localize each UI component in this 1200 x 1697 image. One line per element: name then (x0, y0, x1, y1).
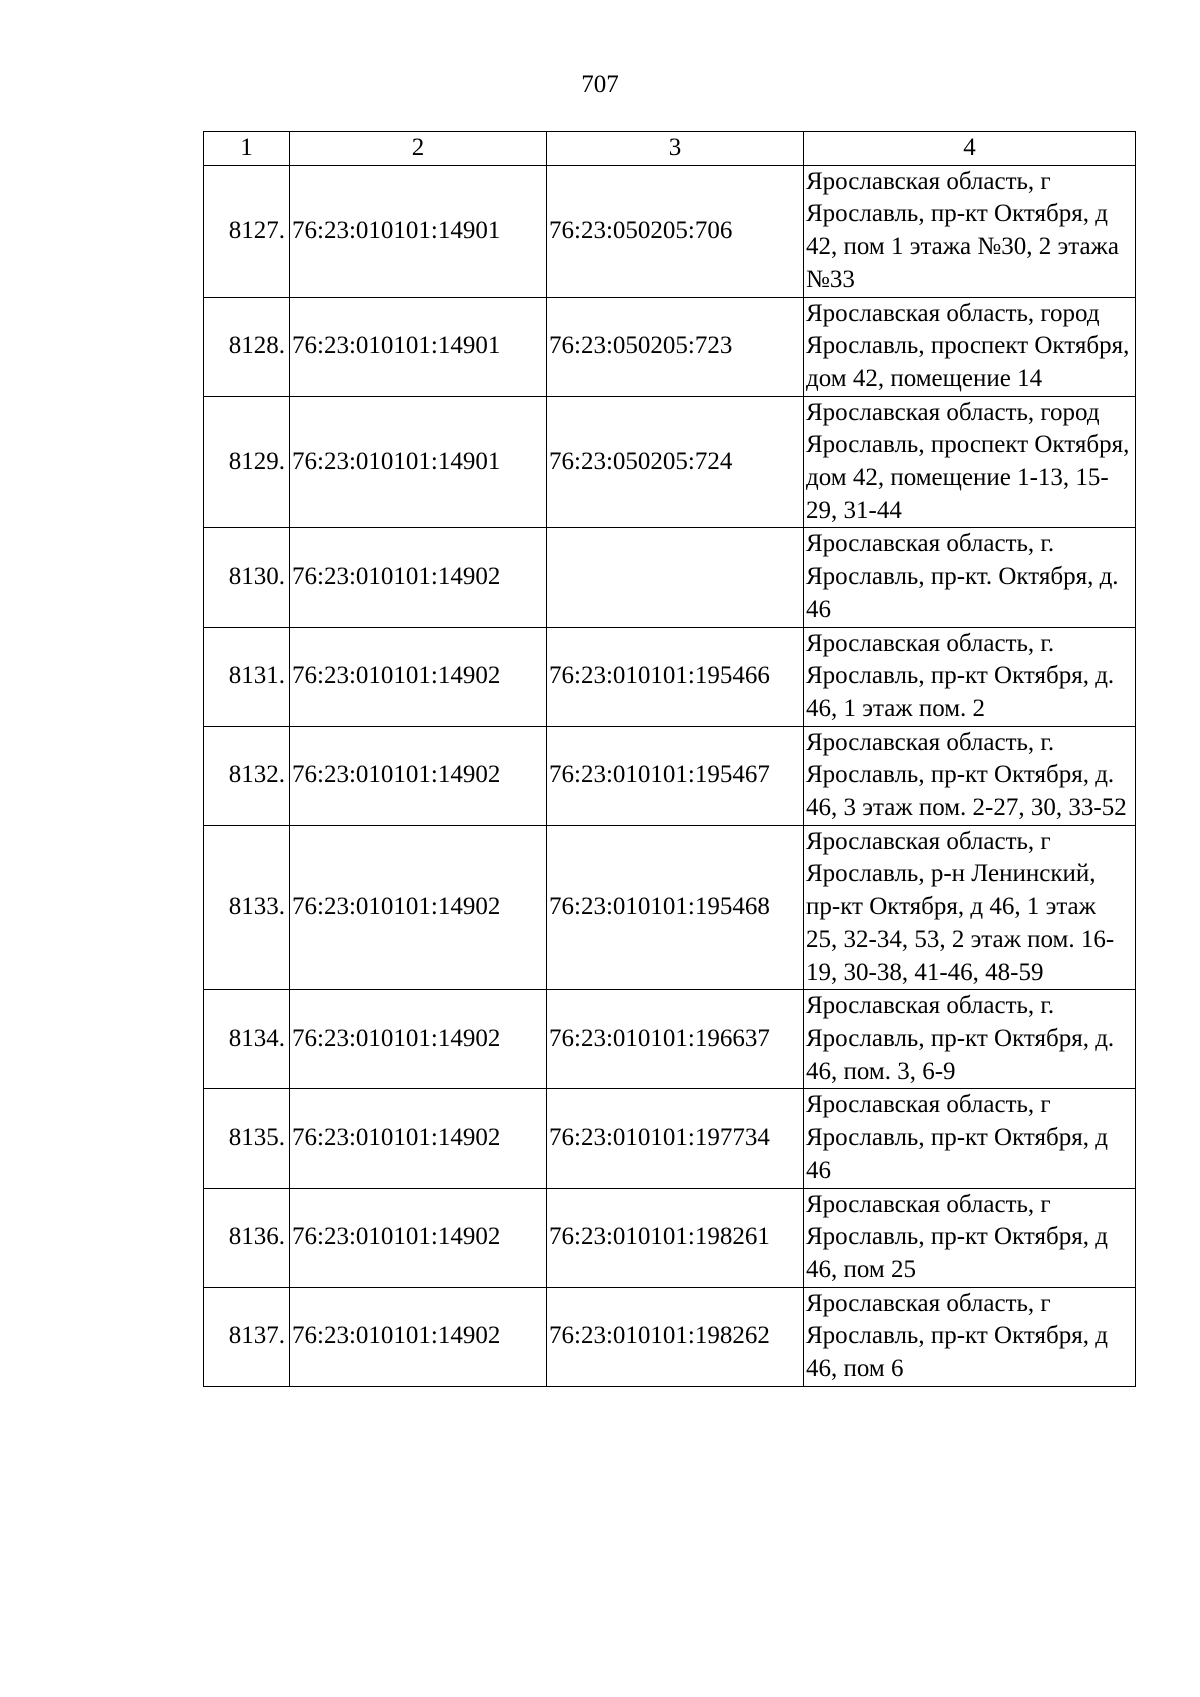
cadastral-number-premises (547, 528, 804, 627)
row-number: 8133. (204, 825, 290, 990)
cadastral-number-premises: 76:23:050205:724 (547, 396, 804, 528)
registry-table (203, 131, 1136, 1387)
table-row (204, 165, 1136, 297)
column-header: 4 (804, 132, 1136, 166)
row-number: 8135. (204, 1089, 290, 1188)
table-header-row (204, 132, 1136, 166)
column-header: 3 (547, 132, 804, 166)
cadastral-number-premises: 76:23:010101:197734 (547, 1089, 804, 1188)
row-number: 8127. (204, 165, 290, 297)
cadastral-number-building: 76:23:010101:14901 (290, 396, 547, 528)
table-row (204, 990, 1136, 1089)
cadastral-number-building: 76:23:010101:14902 (290, 1188, 547, 1287)
table-row (204, 726, 1136, 825)
address: Ярославская область, г. Ярославль, пр-кт Октября, д. 46, 3 этаж пом. 2-27, 30, 33-52 (804, 726, 1136, 825)
address: Ярославская область, г Ярославль, пр-кт Октября, д 46, пом 6 (804, 1287, 1136, 1386)
cadastral-number-premises: 76:23:010101:195468 (547, 825, 804, 990)
cadastral-number-building: 76:23:010101:14901 (290, 165, 547, 297)
row-number: 8128. (204, 297, 290, 396)
cadastral-number-building: 76:23:010101:14902 (290, 825, 547, 990)
table-row (204, 396, 1136, 528)
address: Ярославская область, г. Ярославль, пр-кт Октября, д. 46, 1 этаж пом. 2 (804, 627, 1136, 726)
cadastral-number-premises: 76:23:050205:706 (547, 165, 804, 297)
table-row (204, 627, 1136, 726)
row-number: 8137. (204, 1287, 290, 1386)
cadastral-number-building: 76:23:010101:14902 (290, 1287, 547, 1386)
cadastral-number-premises: 76:23:010101:195466 (547, 627, 804, 726)
cadastral-number-building: 76:23:010101:14901 (290, 297, 547, 396)
address: Ярославская область, г. Ярославль, пр-кт. Октября, д. 46 (804, 528, 1136, 627)
table-row (204, 1287, 1136, 1386)
address: Ярославская область, город Ярославль, проспект Октября, дом 42, помещение 1-13, 15-29, 31-44 (804, 396, 1136, 528)
address: Ярославская область, г Ярославль, р-н Ленинский, пр-кт Октября, д 46, 1 этаж 25, 32-34, 53, 2 этаж пом. 16-19, 30-38, 41-46, 48-59 (804, 825, 1136, 990)
cadastral-number-premises: 76:23:010101:195467 (547, 726, 804, 825)
column-header: 2 (290, 132, 547, 166)
address: Ярославская область, г Ярославль, пр-кт Октября, д 46, пом 25 (804, 1188, 1136, 1287)
cadastral-number-building: 76:23:010101:14902 (290, 528, 547, 627)
row-number: 8129. (204, 396, 290, 528)
cadastral-number-premises: 76:23:010101:198262 (547, 1287, 804, 1386)
row-number: 8132. (204, 726, 290, 825)
cadastral-number-building: 76:23:010101:14902 (290, 726, 547, 825)
address: Ярославская область, город Ярославль, проспект Октября, дом 42, помещение 14 (804, 297, 1136, 396)
cadastral-number-premises: 76:23:010101:196637 (547, 990, 804, 1089)
table-row (204, 297, 1136, 396)
cadastral-number-building: 76:23:010101:14902 (290, 990, 547, 1089)
column-header: 1 (204, 132, 290, 166)
cadastral-number-building: 76:23:010101:14902 (290, 1089, 547, 1188)
cadastral-number-building: 76:23:010101:14902 (290, 627, 547, 726)
table-row (204, 825, 1136, 990)
row-number: 8134. (204, 990, 290, 1089)
table-row (204, 1188, 1136, 1287)
cadastral-number-premises: 76:23:050205:723 (547, 297, 804, 396)
table-row (204, 528, 1136, 627)
page-number: 707 (581, 71, 619, 98)
address: Ярославская область, г Ярославль, пр-кт Октября, д 42, пом 1 этажа №30, 2 этажа №33 (804, 165, 1136, 297)
address: Ярославская область, г Ярославль, пр-кт Октября, д 46 (804, 1089, 1136, 1188)
row-number: 8131. (204, 627, 290, 726)
row-number: 8130. (204, 528, 290, 627)
cadastral-number-premises: 76:23:010101:198261 (547, 1188, 804, 1287)
address: Ярославская область, г. Ярославль, пр-кт Октября, д. 46, пом. 3, 6-9 (804, 990, 1136, 1089)
table-row (204, 1089, 1136, 1188)
row-number: 8136. (204, 1188, 290, 1287)
